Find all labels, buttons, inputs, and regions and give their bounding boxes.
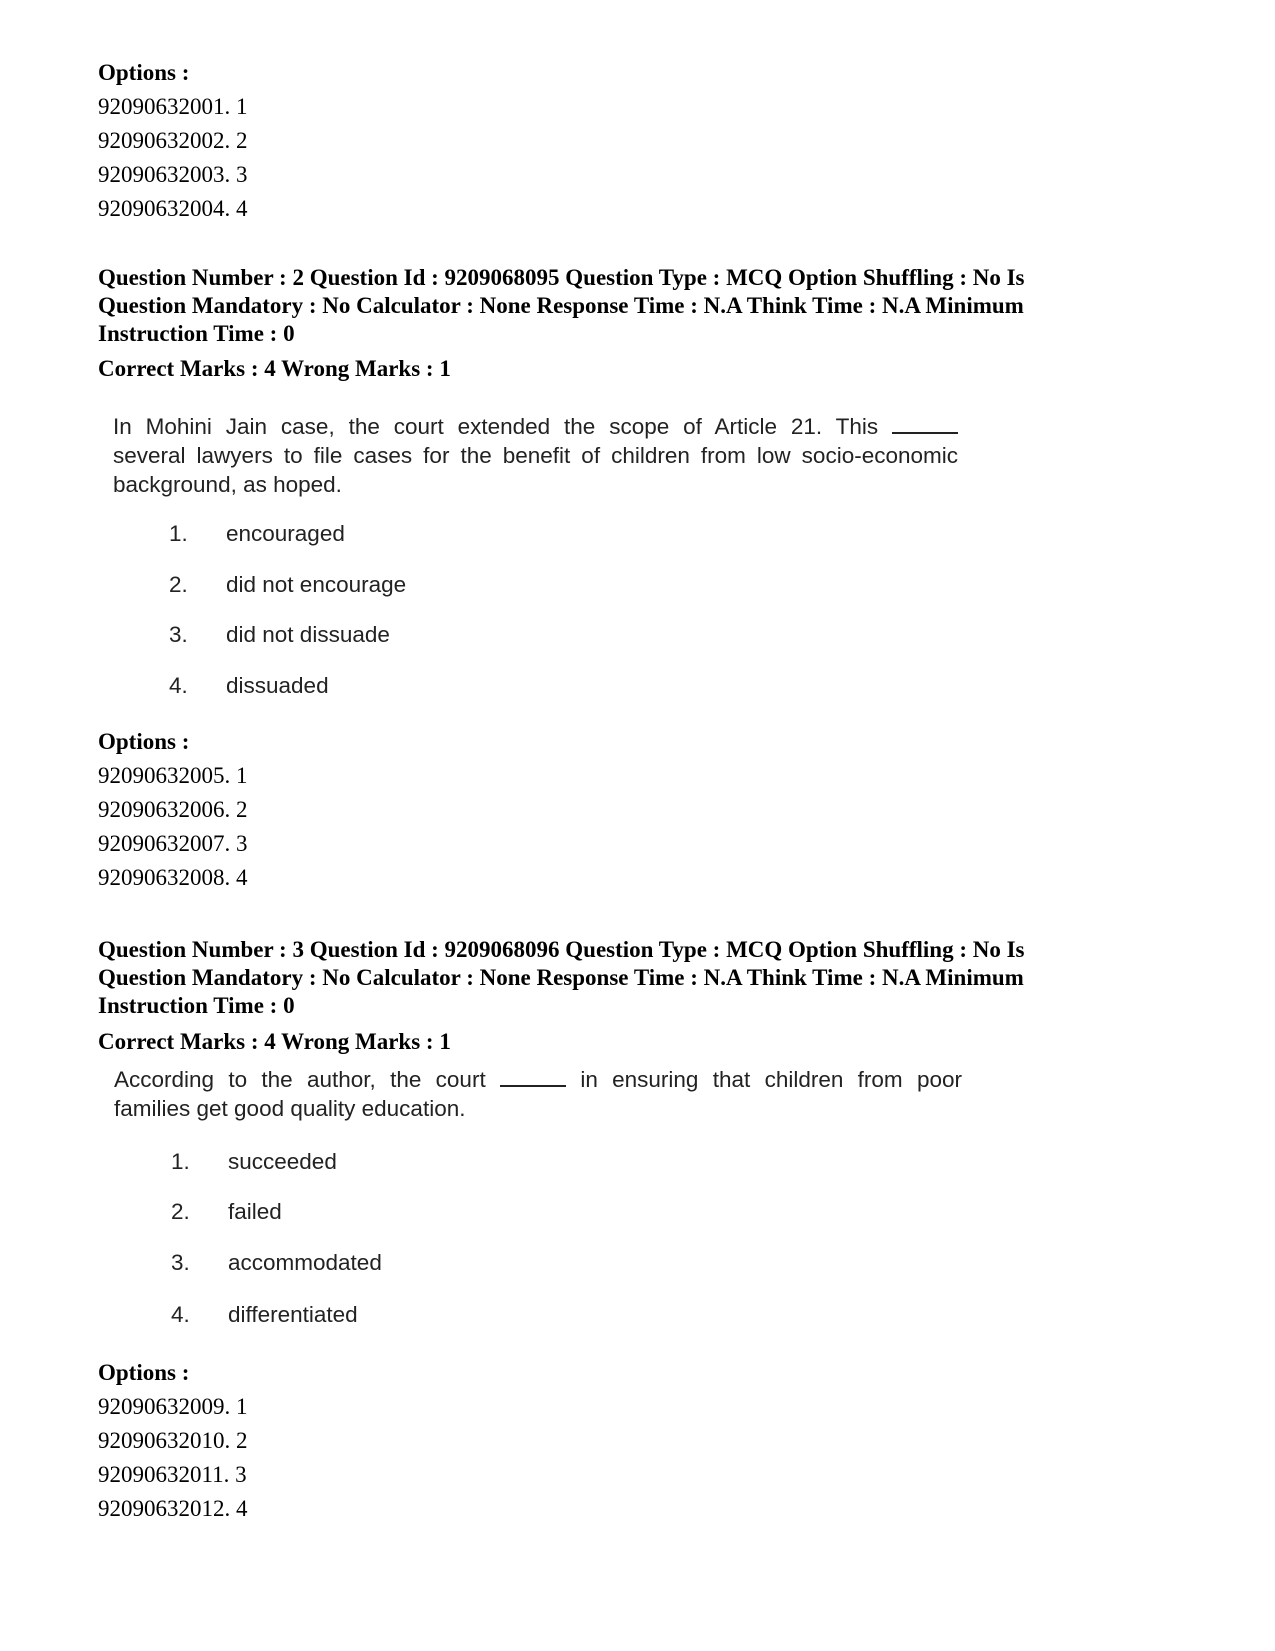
choice-text: succeeded [228,1149,337,1174]
choice-number: 2. [169,572,188,597]
option-id-line: 92090632002. 2 [98,128,248,153]
choice-number: 3. [169,622,188,647]
question-stem-q2 [113,412,958,499]
option-id-line: 92090632009. 1 [98,1394,248,1419]
fill-in-blank [892,414,958,434]
option-id-line: 92090632003. 3 [98,162,248,187]
question-header-q3 [98,936,1108,1020]
question-header-q2 [98,264,1108,348]
fill-in-blank [500,1067,566,1087]
options-heading: Options : [98,729,190,754]
choice-number: 4. [171,1302,190,1327]
stem-line: background, as hoped. [113,472,342,497]
choice-number: 4. [169,673,188,698]
choice-number: 1. [171,1149,190,1174]
choice-text: did not encourage [226,572,407,597]
options-block-q3 [98,1356,248,1526]
option-id-line: 92090632004. 4 [98,196,248,221]
option-id-line: 92090632012. 4 [98,1496,248,1521]
option-id-line: 92090632007. 3 [98,831,248,856]
choice-text: accommodated [228,1250,382,1275]
options-heading: Options : [98,60,190,85]
choice-text: encouraged [226,521,345,546]
choice-text: failed [228,1199,282,1224]
choice-text: dissuaded [226,673,329,698]
question-stem-q3 [114,1065,962,1123]
option-id-line: 92090632005. 1 [98,763,248,788]
option-id-line: 92090632001. 1 [98,94,248,119]
question-header-line: Question Mandatory : No Calculator : None Response Time : N.A Think Time : N.A Minimum [98,965,1024,990]
marks-line-q2: Correct Marks : 4 Wrong Marks : 1 [98,356,451,381]
choice-number: 2. [171,1199,190,1224]
stem-line: According to the author, the court in ensuring that children from poor [114,1067,962,1092]
options-heading: Options : [98,1360,190,1385]
marks-line-q3: Correct Marks : 4 Wrong Marks : 1 [98,1029,451,1054]
question-header-line: Question Mandatory : No Calculator : None Response Time : N.A Think Time : N.A Minimum [98,293,1024,318]
stem-line: several lawyers to file cases for the benefit of children from low socio-economic [113,443,958,468]
option-id-line: 92090632006. 2 [98,797,248,822]
options-block-q2 [98,725,248,895]
options-block-q1 [98,56,248,226]
question-header-line: Instruction Time : 0 [98,993,295,1018]
question-header-line: Question Number : 2 Question Id : 9209068095 Question Type : MCQ Option Shuffling : No Is [98,265,1025,290]
choice-text: differentiated [228,1302,358,1327]
choice-number: 3. [171,1250,190,1275]
choice-text: did not dissuade [226,622,390,647]
question-header-line: Instruction Time : 0 [98,321,295,346]
stem-line: In Mohini Jain case, the court extended the scope of Article 21. This [113,412,958,441]
stem-line: families get good quality education. [114,1096,466,1121]
choice-number: 1. [169,521,188,546]
option-id-line: 92090632008. 4 [98,865,248,890]
option-id-line: 92090632010. 2 [98,1428,248,1453]
option-id-line: 92090632011. 3 [98,1462,247,1487]
question-header-line: Question Number : 3 Question Id : 9209068096 Question Type : MCQ Option Shuffling : No Is [98,937,1025,962]
